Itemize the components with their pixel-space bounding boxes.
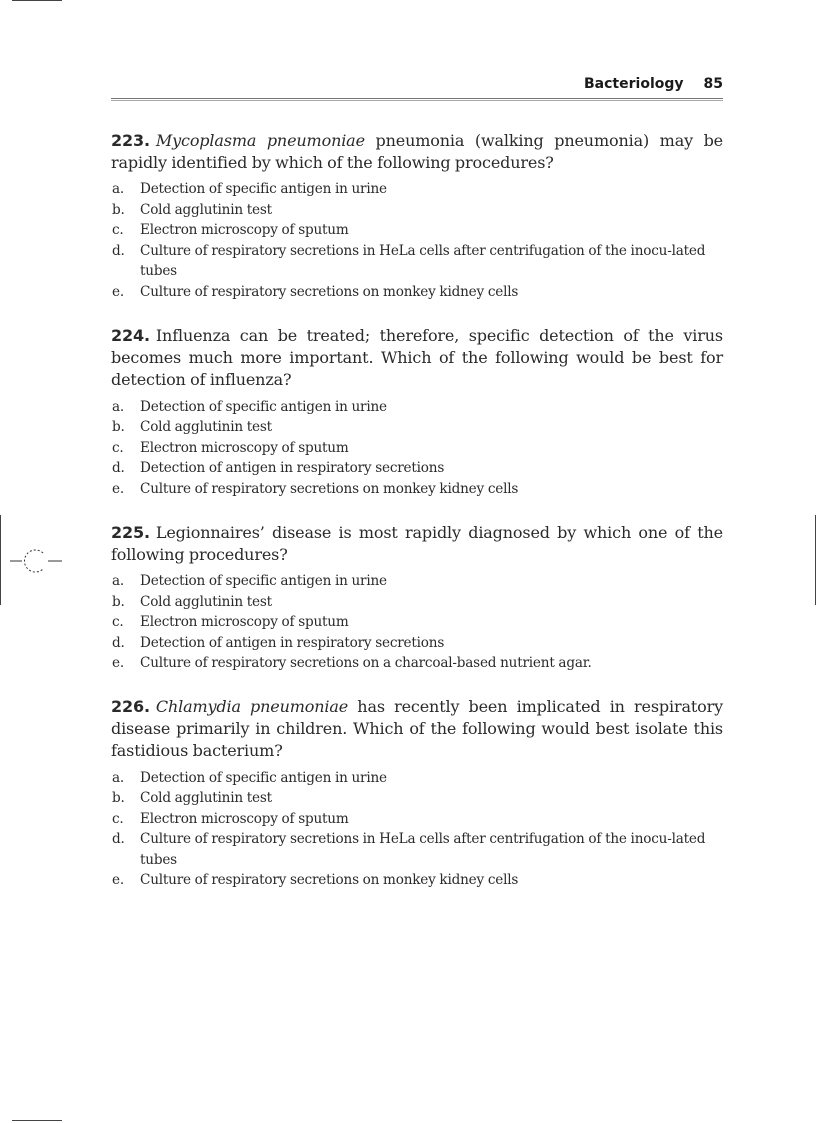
answer-choice: [111, 829, 723, 870]
choice-text: Electron microscopy of sputum: [140, 810, 349, 827]
choice-text: Culture of respiratory secretions on monkey kidney cells: [140, 480, 519, 497]
answer-choice: [111, 788, 723, 809]
choice-text: Cold agglutinin test: [140, 201, 272, 218]
answer-choice: [111, 809, 723, 830]
stem-italic: Chlamydia pneumoniae: [155, 697, 349, 716]
page-number: 85: [703, 76, 723, 92]
question-stem: [111, 325, 723, 392]
question-number: 223.: [111, 131, 150, 150]
choice-text: Detection of antigen in respiratory secretions: [140, 634, 445, 651]
question-number: 224.: [111, 326, 150, 345]
answer-choice: [111, 592, 723, 613]
crop-mark-bottom-left: [12, 1120, 62, 1121]
choice-letter: e.: [112, 480, 124, 497]
choice-letter: a.: [112, 181, 125, 198]
answer-choices: [111, 179, 723, 302]
header-rule: [111, 98, 723, 101]
answer-choice: [111, 220, 723, 241]
choice-text: Culture of respiratory secretions on a charcoal-based nutrient agar.: [140, 655, 592, 672]
choice-text: Electron microscopy of sputum: [140, 439, 349, 456]
choice-letter: a.: [112, 398, 125, 415]
choice-text: Cold agglutinin test: [140, 593, 272, 610]
choice-letter: d.: [112, 634, 125, 651]
header-text: [584, 76, 723, 92]
question-stem: [111, 522, 723, 566]
crop-mark-top-left: [12, 0, 62, 1]
choice-letter: b.: [112, 790, 125, 807]
choice-text: Culture of respiratory secretions on monkey kidney cells: [140, 872, 519, 889]
choice-text: Detection of specific antigen in urine: [140, 769, 387, 786]
answer-choice: [111, 438, 723, 459]
choice-text: Culture of respiratory secretions in HeLa cells after centrifugation of the inocu-lated tubes: [140, 831, 706, 868]
choice-letter: d.: [112, 460, 125, 477]
answer-choice: [111, 612, 723, 633]
choice-text: Electron microscopy of sputum: [140, 614, 349, 631]
answer-choice: [111, 768, 723, 789]
question-223: [111, 130, 723, 302]
choice-letter: c.: [112, 810, 124, 827]
answer-choice: [111, 458, 723, 479]
answer-choices: [111, 571, 723, 674]
crop-mark-left-edge: [0, 515, 1, 605]
registration-mark-icon: [10, 548, 62, 574]
choice-letter: c.: [112, 222, 124, 239]
answer-choice: [111, 653, 723, 674]
choice-text: Detection of specific antigen in urine: [140, 398, 387, 415]
stem-text: pneumonia (walking pneumonia) may be rapidly identified by which of the following procedures?: [111, 131, 723, 173]
choice-text: Detection of antigen in respiratory secretions: [140, 460, 445, 477]
answer-choice: [111, 479, 723, 500]
question-number: 226.: [111, 697, 150, 716]
answer-choice: [111, 633, 723, 654]
choice-text: Detection of specific antigen in urine: [140, 181, 387, 198]
answer-choice: [111, 200, 723, 221]
choice-text: Detection of specific antigen in urine: [140, 573, 387, 590]
question-225: [111, 522, 723, 674]
answer-choice: [111, 241, 723, 282]
choice-letter: b.: [112, 419, 125, 436]
answer-choices: [111, 397, 723, 500]
question-224: [111, 325, 723, 499]
stem-text: has recently been implicated in respiratory disease primarily in children. Which of the following would best isolate this fastidious bacterium?: [111, 697, 723, 761]
choice-letter: a.: [112, 573, 125, 590]
answer-choice: [111, 870, 723, 891]
question-stem: [111, 696, 723, 763]
question-226: [111, 696, 723, 891]
choice-letter: d.: [112, 242, 125, 259]
choice-text: Cold agglutinin test: [140, 419, 272, 436]
running-header: [111, 74, 723, 96]
question-number: 225.: [111, 523, 150, 542]
answer-choice: [111, 417, 723, 438]
choice-letter: e.: [112, 283, 124, 300]
choice-letter: c.: [112, 614, 124, 631]
choice-letter: c.: [112, 439, 124, 456]
stem-italic: Mycoplasma pneumoniae: [155, 131, 365, 150]
header-section-title: Bacteriology: [584, 76, 684, 92]
stem-text: Influenza can be treated; therefore, specific detection of the virus becomes much more important. Which of the following would be best for detection of influenza?: [111, 326, 723, 390]
answer-choice: [111, 571, 723, 592]
choice-letter: e.: [112, 872, 124, 889]
answer-choices: [111, 768, 723, 891]
question-stem: [111, 130, 723, 174]
choice-letter: b.: [112, 201, 125, 218]
choice-text: Electron microscopy of sputum: [140, 222, 349, 239]
answer-choice: [111, 179, 723, 200]
answer-choice: [111, 282, 723, 303]
choice-text: Cold agglutinin test: [140, 790, 272, 807]
choice-letter: b.: [112, 593, 125, 610]
choice-text: Culture of respiratory secretions in HeLa cells after centrifugation of the inocu-lated tubes: [140, 242, 706, 280]
answer-choice: [111, 397, 723, 418]
choice-letter: a.: [112, 769, 125, 786]
choice-letter: e.: [112, 655, 124, 672]
choice-letter: d.: [112, 831, 125, 848]
stem-text: Legionnaires’ disease is most rapidly diagnosed by which one of the following procedures?: [111, 523, 723, 565]
choice-text: Culture of respiratory secretions on monkey kidney cells: [140, 283, 519, 300]
